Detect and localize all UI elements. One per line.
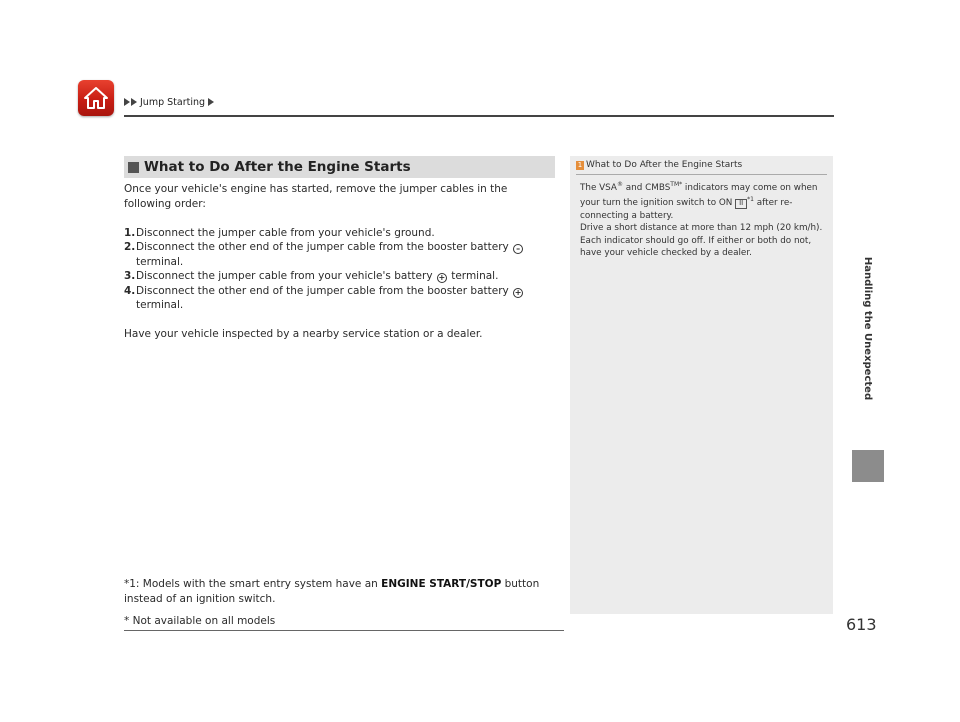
breadcrumb[interactable]	[124, 95, 214, 109]
home-button[interactable]	[78, 80, 114, 116]
positive-terminal-icon: +	[514, 287, 522, 297]
availability-rule	[124, 630, 564, 631]
breadcrumb-arrow-icon	[208, 98, 214, 106]
header-rule	[124, 115, 834, 117]
note-line: Drive a short distance at more than 12 mph (20 km/h).	[580, 223, 823, 234]
note-ref-icon: 1	[577, 161, 583, 169]
page-number: 613	[846, 615, 877, 634]
chapter-tab[interactable]	[852, 210, 884, 446]
section-heading	[124, 156, 555, 178]
engine-start-stop-label: ENGINE START/STOP	[381, 578, 502, 590]
chapter-tab-marker	[852, 450, 884, 482]
chapter-tab-label: Handling the Unexpected	[862, 256, 874, 400]
outro-paragraph: Have your vehicle inspected by a nearby service station or a dealer.	[124, 328, 483, 340]
note-rule	[576, 174, 827, 175]
note-title: 1 What to Do After the Engine Starts	[577, 160, 743, 170]
home-icon	[83, 85, 109, 111]
breadcrumb-arrows-icon	[124, 98, 137, 106]
note-line: The VSA® and $CMBS^{TM*}$ indicators may come on when your turn the ignition switch to ON II $^{*1}$ after re-connecting a battery.	[580, 181, 818, 221]
ignition-position-icon: II	[735, 199, 747, 209]
breadcrumb-label: Jump Starting	[140, 96, 206, 108]
side-note-panel	[570, 156, 833, 614]
step-item: 4. Disconnect the other end of the jumper cable from the booster battery + terminal.	[124, 284, 522, 311]
positive-terminal-icon: +	[438, 273, 446, 282]
note-line: Each indicator should go off. If either or both do not, have your vehicle checked by a dealer.	[580, 235, 812, 259]
availability-note: * Not available on all models	[124, 615, 276, 627]
note-body	[576, 179, 827, 260]
section-body	[124, 182, 554, 356]
footnote: *1: Models with the smart entry system have an ENGINE START/STOP button instead of an ignition switch.	[124, 578, 540, 605]
negative-terminal-icon: –	[513, 244, 523, 254]
section-square-icon	[128, 162, 139, 173]
step-item: 3. Disconnect the jumper cable from your vehicle's battery + terminal.	[124, 270, 499, 282]
intro-paragraph: Once your vehicle's engine has started, remove the jumper cables in the following order:	[124, 183, 508, 210]
step-item: 1. Disconnect the jumper cable from your vehicle's ground.	[124, 226, 435, 239]
section-title: What to Do After the Engine Starts	[144, 159, 411, 175]
step-item: 2. Disconnect the other end of the jumper cable from the booster battery – terminal.	[124, 240, 554, 269]
steps-list	[124, 226, 554, 313]
